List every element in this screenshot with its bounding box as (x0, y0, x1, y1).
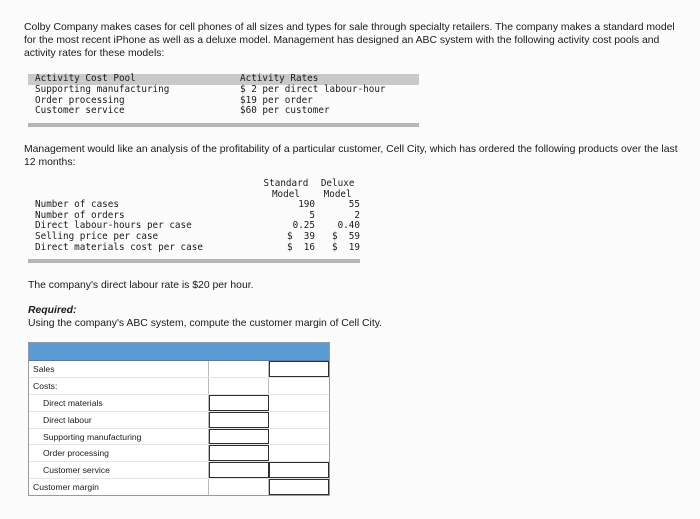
activity-row (28, 85, 419, 96)
product-row (28, 243, 360, 254)
standard-value: $ 16 (287, 241, 315, 253)
activity-pool-name: Order processing (35, 94, 125, 106)
direct-labour-input[interactable] (209, 412, 269, 428)
product-header-row (28, 179, 360, 190)
activity-pool-header: Activity Cost Pool (35, 73, 136, 84)
intro-paragraph: Colby Company makes cases for cell phones of all sizes and types for sale through specialty retailers. The company makes a standard model for the most recent iPhone as well as a deluxe model. Management has designed an ABC system with the following activity cost pools and activity rates for these models: (24, 22, 675, 60)
customer-margin-table (28, 342, 330, 496)
direct-materials-input[interactable] (209, 395, 269, 411)
deluxe-value: $ 59 (332, 230, 360, 242)
supporting-manufacturing-input[interactable] (209, 429, 269, 445)
answer-row-direct-materials (29, 395, 329, 412)
deluxe-value: 2 (354, 209, 360, 221)
labour-rate-text: The company's direct labour rate is $20 per hour. (28, 280, 254, 291)
activity-rate: $60 per customer (240, 105, 330, 117)
answer-cell (209, 479, 269, 495)
answer-row-label: Direct labour (29, 412, 209, 428)
customer-margin-input[interactable] (269, 479, 329, 495)
answer-row-costs (29, 378, 329, 395)
deluxe-header-model: Model (323, 188, 352, 200)
activity-rate-header: Activity Rates (240, 73, 319, 84)
product-row-label: Direct materials cost per case (35, 241, 203, 253)
answer-row-customer-margin (29, 479, 329, 495)
deluxe-header: Deluxe (320, 178, 355, 189)
standard-header-model: Model (271, 188, 300, 200)
answer-cell (269, 412, 329, 428)
product-row-label: Number of orders (35, 209, 125, 221)
activity-pool-name: Customer service (35, 105, 125, 117)
answer-cell (269, 429, 329, 445)
answer-cell (209, 378, 269, 394)
answer-row-label: Customer service (29, 462, 209, 478)
deluxe-value: 0.40 (337, 220, 360, 232)
answer-row-label: Order processing (29, 445, 209, 461)
activity-row (28, 106, 419, 117)
answer-row-label: Direct materials (29, 395, 209, 411)
total-costs-input[interactable] (269, 462, 329, 478)
answer-table-header (29, 343, 329, 361)
required-label: Required: (28, 305, 77, 316)
customer-service-input[interactable] (209, 462, 269, 478)
product-row-label: Selling price per case (35, 230, 159, 242)
answer-cell (269, 378, 329, 394)
standard-header: Standard (263, 178, 309, 189)
standard-value: $ 39 (287, 230, 315, 242)
answer-row-sales (29, 361, 329, 378)
answer-cell (269, 395, 329, 411)
activity-pool-name: Supporting manufacturing (35, 84, 170, 95)
answer-row-supporting-manufacturing (29, 429, 329, 446)
deluxe-value: $ 19 (332, 241, 360, 253)
standard-value: 5 (309, 209, 315, 221)
product-row (28, 232, 360, 243)
answer-row-label: Sales (29, 361, 209, 377)
answer-row-label: Costs: (29, 378, 209, 394)
activity-rate: $ 2 per direct labour-hour (240, 84, 386, 95)
product-table (28, 179, 360, 263)
answer-row-direct-labour (29, 412, 329, 429)
answer-row-customer-service (29, 462, 329, 479)
activity-rate: $19 per order (240, 94, 313, 106)
product-row-label: Number of cases (35, 199, 119, 211)
answer-row-order-processing (29, 445, 329, 462)
table-divider (28, 123, 419, 127)
answer-row-label: Customer margin (29, 479, 209, 495)
sales-input[interactable] (269, 361, 329, 377)
required-text: Using the company's ABC system, compute the customer margin of Cell City. (28, 318, 383, 329)
deluxe-value: 55 (348, 199, 360, 211)
order-processing-input[interactable] (209, 445, 269, 461)
activity-rates-table (28, 74, 419, 127)
product-row-label: Direct labour-hours per case (35, 220, 192, 232)
answer-cell (269, 445, 329, 461)
customer-paragraph: Management would like an analysis of the profitability of a particular customer, Cell City, which has ordered the following products over the last 12 months: (24, 144, 678, 168)
standard-value: 0.25 (292, 220, 315, 232)
table-divider (28, 259, 360, 263)
standard-value: 190 (298, 199, 315, 211)
answer-cell (209, 361, 269, 377)
answer-row-label: Supporting manufacturing (29, 429, 209, 445)
